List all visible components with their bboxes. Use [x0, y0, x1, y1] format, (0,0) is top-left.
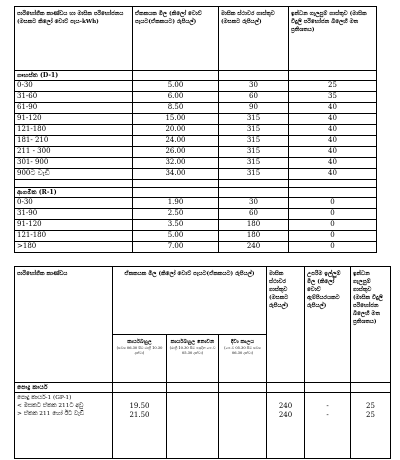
table-row — [15, 125, 377, 136]
header-consumption: පාරිභෝගික කාණ්ඩය හා මාසික පරිභෝජනය (මසකට කිලෝ වොට් පැය-kWh) — [15, 7, 133, 71]
section-row-domestic — [15, 71, 377, 81]
range-cell: 121-180 — [15, 231, 133, 242]
range-cell: 211 - 300 — [15, 147, 133, 158]
unit-price-value: 19.50 — [129, 402, 150, 410]
header-max-demand: උපරිම ඉල්ලුම් මිල (කිලෝ වොට් ඇම්පියරයකට රුපියල්) — [305, 267, 351, 383]
fixed-charge-cell: 315 — [219, 136, 289, 147]
header-fixed-charge: මාසික ස්ථාවර ගාස්තුව (මසකට රුපියල්) — [219, 7, 289, 71]
unit-price-cell: 15.00 — [133, 114, 219, 125]
table-row — [15, 393, 391, 459]
fixed-charge-cell: 30 — [219, 198, 289, 209]
unit-price-cell: 26.00 — [133, 147, 219, 158]
fuel-adjustment-cell: 0 — [289, 220, 377, 231]
off-peak-price-cell — [167, 393, 219, 459]
unit-price-cell — [113, 393, 167, 459]
max-demand-value: - — [326, 402, 329, 410]
time-band-day — [219, 335, 267, 383]
fixed-charge-cell: 240 — [219, 242, 289, 253]
range-cell: 91-120 — [15, 114, 133, 125]
fuel-adjustment-cell: 40 — [289, 147, 377, 158]
fixed-charge-cell: 180 — [219, 220, 289, 231]
fuel-adjustment-cell: 40 — [289, 169, 377, 180]
row-condition: > ඒකක 211 හෝ ඊට වැඩි — [17, 411, 85, 417]
fixed-charge-cell: 315 — [219, 114, 289, 125]
time-band-note: (රාත්‍රී 10.30 සිට පසුදින පෙ.ව 05.30 දක්වා) — [169, 346, 216, 355]
fixed-charge-cell — [267, 393, 305, 459]
time-band-off-peak — [167, 335, 219, 383]
range-cell: >180 — [15, 242, 133, 253]
fuel-adjustment-cell: 35 — [289, 92, 377, 103]
unit-price-cell: 6.00 — [133, 92, 219, 103]
fuel-adjustment-cell: 0 — [289, 231, 377, 242]
fuel-adjustment-cell: 40 — [289, 114, 377, 125]
table-spacer-row — [15, 180, 377, 188]
fuel-adjustment-cell: 40 — [289, 125, 377, 136]
unit-price-cell: 8.50 — [133, 103, 219, 114]
range-cell: 61-90 — [15, 103, 133, 114]
header-unit-price: ඒකකයක මිල (කිලෝ වොට් පැයට(ඒකකයට) රුපියල්) — [133, 7, 219, 71]
section-row-religious — [15, 188, 377, 198]
table-row — [15, 136, 377, 147]
unit-price-cell: 32.00 — [133, 158, 219, 169]
unit-price-cell: 1.90 — [133, 198, 219, 209]
fuel-adjustment-cell: 0 — [289, 209, 377, 220]
fixed-charge-cell: 315 — [219, 169, 289, 180]
section-label: ආගමික (R-1) — [15, 188, 133, 198]
range-cell: 900ට වැඩි — [15, 169, 133, 180]
unit-price-cell: 5.00 — [133, 231, 219, 242]
fixed-charge-cell: 180 — [219, 231, 289, 242]
max-demand-cell — [305, 393, 351, 459]
time-band-note: (පෙ.ව 05.30 සිට සවස 06.30 දක්වා) — [224, 346, 261, 355]
unit-price-cell: 2.50 — [133, 209, 219, 220]
time-band-note: (සවස 06.30 සිට රාත්‍රී 10.30 දක්වා) — [116, 346, 163, 355]
fuel-adjustment-cell: 0 — [289, 242, 377, 253]
header-fixed-charge: මාසික ස්ථාවර ගාස්තුව (මසකට රුපියල්) — [267, 267, 305, 383]
unit-price-cell: 7.00 — [133, 242, 219, 253]
range-cell: 91-120 — [15, 220, 133, 231]
table-row — [15, 92, 377, 103]
row-condition: < මසකට ඒකක 211ට අඩු — [17, 403, 84, 409]
range-cell: 0-30 — [15, 81, 133, 92]
section-label: ගෘහස්ත (D-1) — [15, 71, 133, 81]
unit-price-cell: 3.50 — [133, 220, 219, 231]
fixed-charge-cell: 90 — [219, 103, 289, 114]
table-row — [15, 114, 377, 125]
table1-header-row — [15, 7, 377, 71]
header-fuel-adjustment: ඉන්ධන ගැලපුම් ගාස්තුව (මාසික විදුලි පරිභෝජන බිලෙහි මත ප්‍රතිශතය) — [351, 267, 391, 383]
range-cell: 31-90 — [15, 209, 133, 220]
range-cell: 31-60 — [15, 92, 133, 103]
table-row — [15, 158, 377, 169]
table-row — [15, 198, 377, 209]
table-row — [15, 209, 377, 220]
range-cell: 121-180 — [15, 125, 133, 136]
domestic-religious-tariff-table — [14, 6, 377, 253]
table2-header-row — [15, 267, 391, 335]
table-row — [15, 231, 377, 242]
fuel-adjustment-cell: 25 — [289, 81, 377, 92]
table-row — [15, 220, 377, 231]
fuel-adjustment-cell — [351, 393, 391, 459]
header-unit-price: ඒකකයක මිල (කිලෝ වොට් පැයට(ඒකකයට) රුපියල්) — [113, 267, 267, 335]
unit-price-cell: 20.00 — [133, 125, 219, 136]
fixed-charge-cell: 60 — [219, 209, 289, 220]
fuel-adjustment-value: 25 — [366, 411, 375, 419]
table-row — [15, 147, 377, 158]
table-row — [15, 103, 377, 114]
gp1-label-cell — [15, 393, 113, 459]
table-row — [15, 169, 377, 180]
time-band-title: දිවා කාලය — [230, 339, 255, 345]
fixed-charge-cell: 315 — [219, 125, 289, 136]
fixed-charge-cell: 30 — [219, 81, 289, 92]
table-row — [15, 81, 377, 92]
fuel-adjustment-cell: 40 — [289, 136, 377, 147]
unit-price-cell: 34.00 — [133, 169, 219, 180]
max-demand-value: - — [326, 411, 329, 419]
section-row-general-purpose — [15, 383, 391, 393]
table-row — [15, 242, 377, 253]
fuel-adjustment-cell: 40 — [289, 103, 377, 114]
time-band-title: කාර්යබහුල නොවන — [170, 339, 215, 345]
general-purpose-tariff-table — [14, 266, 391, 459]
section-label: පොදු කාර්ය — [15, 383, 113, 393]
fixed-charge-cell: 60 — [219, 92, 289, 103]
fixed-charge-cell: 315 — [219, 158, 289, 169]
time-band-title: කාර්යබහුල — [127, 339, 152, 345]
fixed-charge-value: 240 — [278, 402, 293, 410]
fuel-adjustment-value: 25 — [366, 402, 375, 410]
range-cell: 181- 210 — [15, 136, 133, 147]
fixed-charge-value: 240 — [278, 411, 293, 419]
time-band-peak — [113, 335, 167, 383]
day-price-cell — [219, 393, 267, 459]
fixed-charge-cell: 315 — [219, 147, 289, 158]
fuel-adjustment-cell: 0 — [289, 198, 377, 209]
row-label: පොදු කාර්ය-1 (GP-1) — [17, 395, 72, 401]
unit-price-cell: 24.00 — [133, 136, 219, 147]
header-fuel-adjustment: ඉන්ධන ගැලපුම් ගාස්තුව (මාසික විදුලි පරිභෝජන බිලෙහි මත ප්‍රතිශතය) — [289, 7, 377, 71]
unit-price-cell: 5.00 — [133, 81, 219, 92]
fuel-adjustment-cell: 40 — [289, 158, 377, 169]
unit-price-value: 21.50 — [129, 411, 150, 419]
range-cell: 301- 900 — [15, 158, 133, 169]
header-consumption: පාරිභෝගික කාණ්ඩය — [15, 267, 113, 383]
range-cell: 0-30 — [15, 198, 133, 209]
